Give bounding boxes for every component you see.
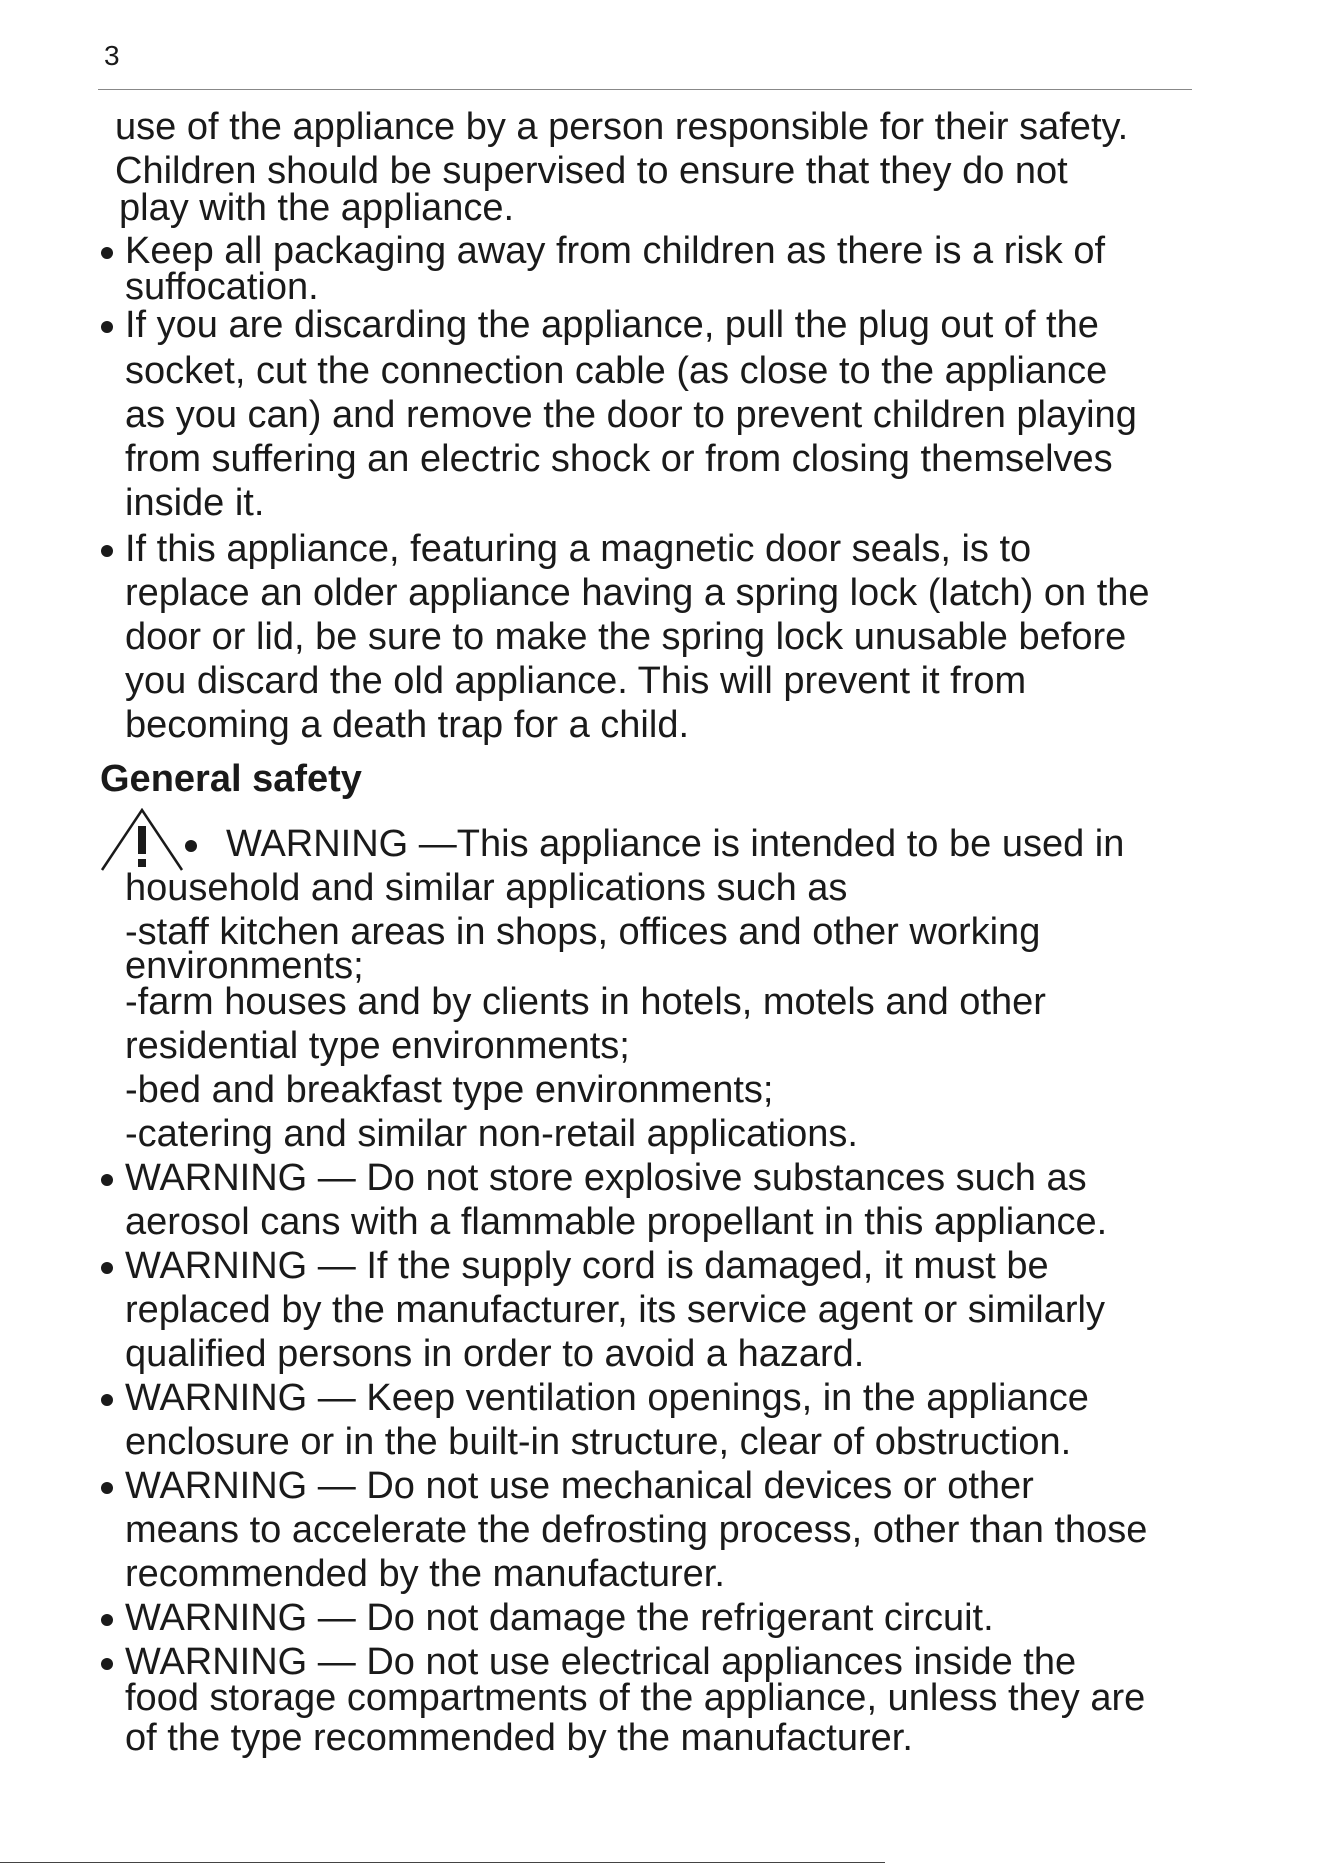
warning-text-line: -farm houses and by clients in hotels, motels and other [125, 981, 1046, 1023]
bullet-text-line: If this appliance, featuring a magnetic door seals, is to [125, 528, 1032, 570]
section-heading: General safety [100, 758, 362, 800]
warning-text-line: WARNING — Keep ventilation openings, in the appliance [125, 1377, 1089, 1419]
warning-text-line: qualified persons in order to avoid a hazard. [125, 1333, 865, 1375]
bullet-dot [101, 321, 113, 333]
warning-text-line: food storage compartments of the appliance, unless they are [125, 1677, 1146, 1719]
bullet-text-line: socket, cut the connection cable (as close to the appliance [125, 350, 1108, 392]
bullet-dot [101, 1262, 113, 1274]
warning-triangle-icon [100, 808, 186, 872]
page-number: 3 [104, 40, 120, 71]
bullet-text-line: Keep all packaging away from children as there is a risk of [125, 230, 1106, 272]
bullet-dot [185, 840, 197, 852]
continued-text-line: Children should be supervised to ensure that they do not [115, 150, 1068, 192]
bullet-dot [101, 1614, 113, 1626]
bullet-dot [101, 1482, 113, 1494]
warning-text-line: recommended by the manufacturer. [125, 1553, 725, 1595]
continued-text-line: use of the appliance by a person responsible for their safety. [115, 106, 1129, 148]
warning-text-line: -bed and breakfast type environments; [125, 1069, 774, 1111]
bullet-text-line: you discard the old appliance. This will prevent it from [125, 660, 1027, 702]
bullet-dot [101, 1658, 113, 1670]
bullet-dot [101, 545, 113, 557]
warning-text-line: WARNING — Do not damage the refrigerant circuit. [125, 1597, 994, 1639]
warning-text-line: residential type environments; [125, 1025, 630, 1067]
bullet-text-line: door or lid, be sure to make the spring lock unusable before [125, 616, 1127, 658]
warning-text-line: -catering and similar non-retail applications. [125, 1113, 858, 1155]
warning-text-line: WARNING — Do not use mechanical devices or other [125, 1465, 1034, 1507]
warning-text-line: WARNING — If the supply cord is damaged, it must be [125, 1245, 1049, 1287]
warning-text-line: aerosol cans with a flammable propellant in this appliance. [125, 1201, 1108, 1243]
continued-text-line: play with the appliance. [119, 187, 515, 229]
warning-text-line: WARNING — Do not store explosive substances such as [125, 1157, 1087, 1199]
bullet-text-line: becoming a death trap for a child. [125, 704, 690, 746]
bullet-text-line: from suffering an electric shock or from closing themselves [125, 438, 1113, 480]
bullet-text-line: replace an older appliance having a spring lock (latch) on the [125, 572, 1150, 614]
bullet-text-line: inside it. [125, 482, 265, 524]
warning-text-line: means to accelerate the defrosting process, other than those [125, 1509, 1148, 1551]
footer-divider [0, 1862, 885, 1863]
warning-lead-line: WARNING —This appliance is intended to be used in [226, 823, 1125, 865]
warning-text-line: household and similar applications such as [125, 867, 848, 909]
bullet-text-line: as you can) and remove the door to prevent children playing [125, 394, 1137, 436]
bullet-text-line: suffocation. [125, 266, 319, 308]
header-divider [98, 89, 1192, 90]
warning-text-line: of the type recommended by the manufacturer. [125, 1717, 913, 1759]
warning-text-line: environments; [125, 945, 364, 987]
bullet-text-line: If you are discarding the appliance, pull the plug out of the [125, 304, 1099, 346]
bullet-dot [101, 1174, 113, 1186]
warning-text-line: WARNING — Do not use electrical appliances inside the [125, 1641, 1077, 1683]
bullet-dot [101, 247, 113, 259]
bullet-dot [101, 1394, 113, 1406]
warning-text-line: -staff kitchen areas in shops, offices and other working [125, 911, 1041, 953]
warning-text-line: replaced by the manufacturer, its service agent or similarly [125, 1289, 1105, 1331]
warning-text-line: enclosure or in the built-in structure, clear of obstruction. [125, 1421, 1072, 1463]
